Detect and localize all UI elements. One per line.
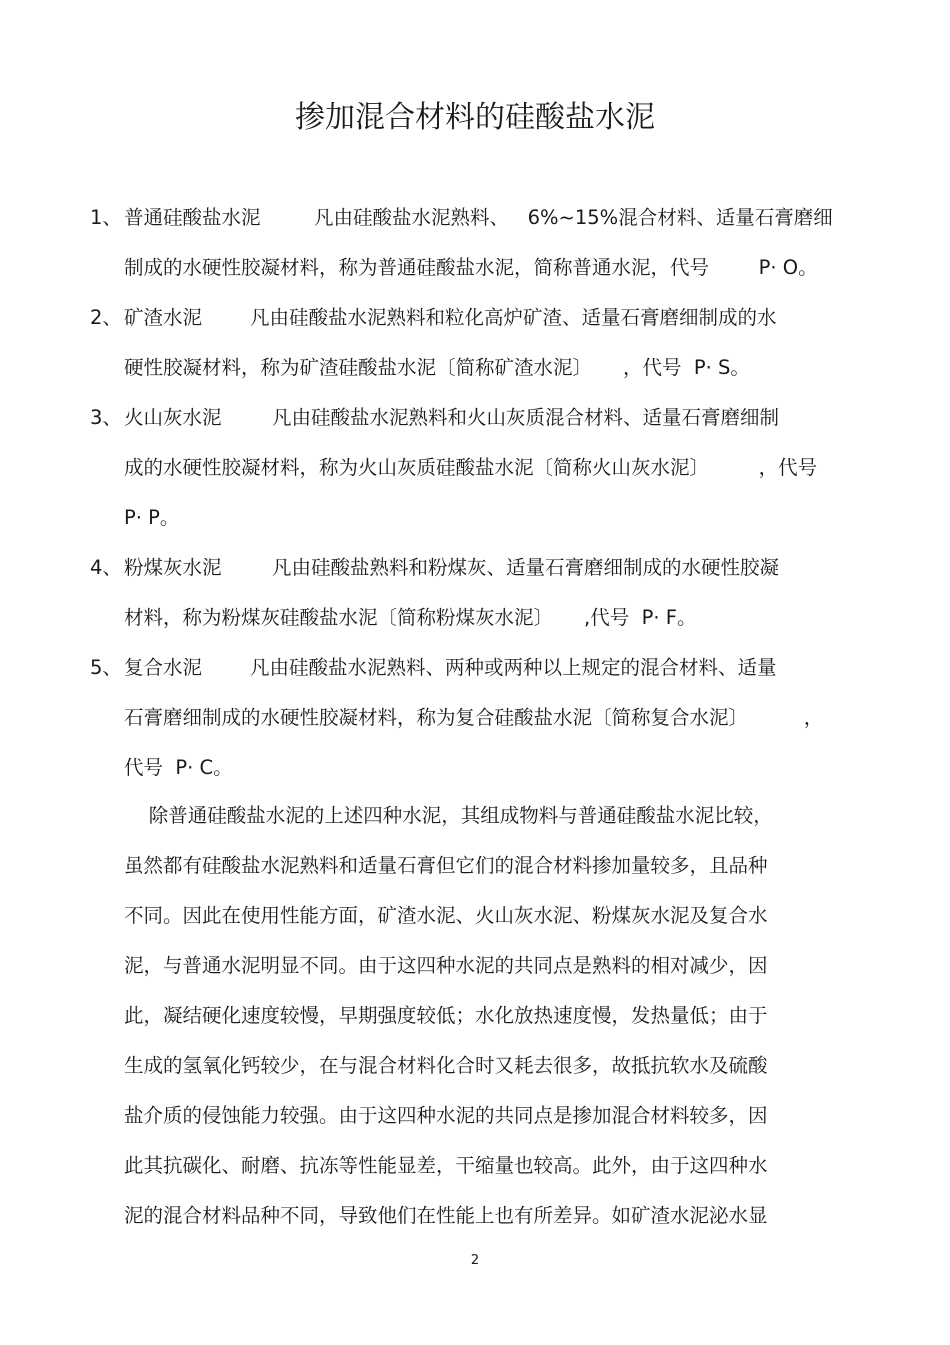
paragraph-line: 泥，与普通水泥明显不同。由于这四种水泥的共同点是熟料的相对减少，因: [124, 954, 768, 977]
paragraph-line: 除普通硅酸盐水泥的上述四种水泥，其组成物料与普通硅酸盐水泥比较，: [124, 804, 773, 827]
item-line: 代号 P· C。: [124, 756, 233, 779]
item-number: 4、: [90, 556, 122, 579]
item-line: 成的水硬性胶凝材料，称为火山灰质硅酸盐水泥〔简称火山灰水泥〕 ，代号: [124, 456, 818, 479]
paragraph-line: 泥的混合材料品种不同，导致他们在性能上也有所差异。如矿渣水泥泌水显: [124, 1204, 768, 1227]
item-line: P· P。: [124, 506, 180, 529]
item-name: 复合水泥: [124, 656, 203, 679]
item-name: 火山灰水泥: [124, 406, 222, 429]
item-line: 硬性胶凝材料，称为矿渣硅酸盐水泥〔简称矿渣水泥〕 ，代号 P· S。: [124, 356, 750, 379]
item-name: 矿渣水泥: [124, 306, 203, 329]
paragraph-line: 盐介质的侵蚀能力较强。由于这四种水泥的共同点是掺加混合材料较多，因: [124, 1104, 768, 1127]
item-line: 凡由硅酸盐水泥熟料、两种或两种以上规定的混合材料、适量: [250, 656, 777, 679]
item-number: 3、: [90, 406, 122, 429]
item-number: 1、: [90, 206, 122, 229]
page-title: 掺加混合材料的硅酸盐水泥: [295, 100, 655, 135]
item-number: 2、: [90, 306, 122, 329]
item-line: 凡由硅酸盐熟料和粉煤灰、适量石膏磨细制成的水硬性胶凝: [272, 556, 780, 579]
item-number: 5、: [90, 656, 122, 679]
item-name: 普通硅酸盐水泥: [124, 206, 261, 229]
item-line: 凡由硅酸盐水泥熟料和粒化高炉矿渣、适量石膏磨细制成的水: [250, 306, 777, 329]
item-line: 材料，称为粉煤灰硅酸盐水泥〔简称粉煤灰水泥〕 ,代号 P· F。: [124, 606, 697, 629]
paragraph-line: 此，凝结硬化速度较慢，早期强度较低；水化放热速度慢，发热量低；由于: [124, 1004, 768, 1027]
item-line: 凡由硅酸盐水泥熟料和火山灰质混合材料、适量石膏磨细制: [272, 406, 780, 429]
item-line: 凡由硅酸盐水泥熟料、 6%~15%混合材料、适量石膏磨细: [314, 206, 833, 229]
paragraph-line: 此其抗碳化、耐磨、抗冻等性能显差，干缩量也较高。此外，由于这四种水: [124, 1154, 768, 1177]
item-name: 粉煤灰水泥: [124, 556, 222, 579]
paragraph-line: 不同。因此在使用性能方面，矿渣水泥、火山灰水泥、粉煤灰水泥及复合水: [124, 904, 768, 927]
item-line: 制成的水硬性胶凝材料，称为普通硅酸盐水泥，简称普通水泥，代号 P· O。: [124, 256, 818, 279]
paragraph-line: 虽然都有硅酸盐水泥熟料和适量石膏但它们的混合材料掺加量较多，且品种: [124, 854, 768, 877]
paragraph-line: 生成的氢氧化钙较少，在与混合材料化合时又耗去很多，故抵抗软水及硫酸: [124, 1054, 768, 1077]
item-line: 石膏磨细制成的水硬性胶凝材料，称为复合硅酸盐水泥〔简称复合水泥〕 ，: [124, 706, 824, 729]
page-number: 2: [470, 1253, 480, 1268]
